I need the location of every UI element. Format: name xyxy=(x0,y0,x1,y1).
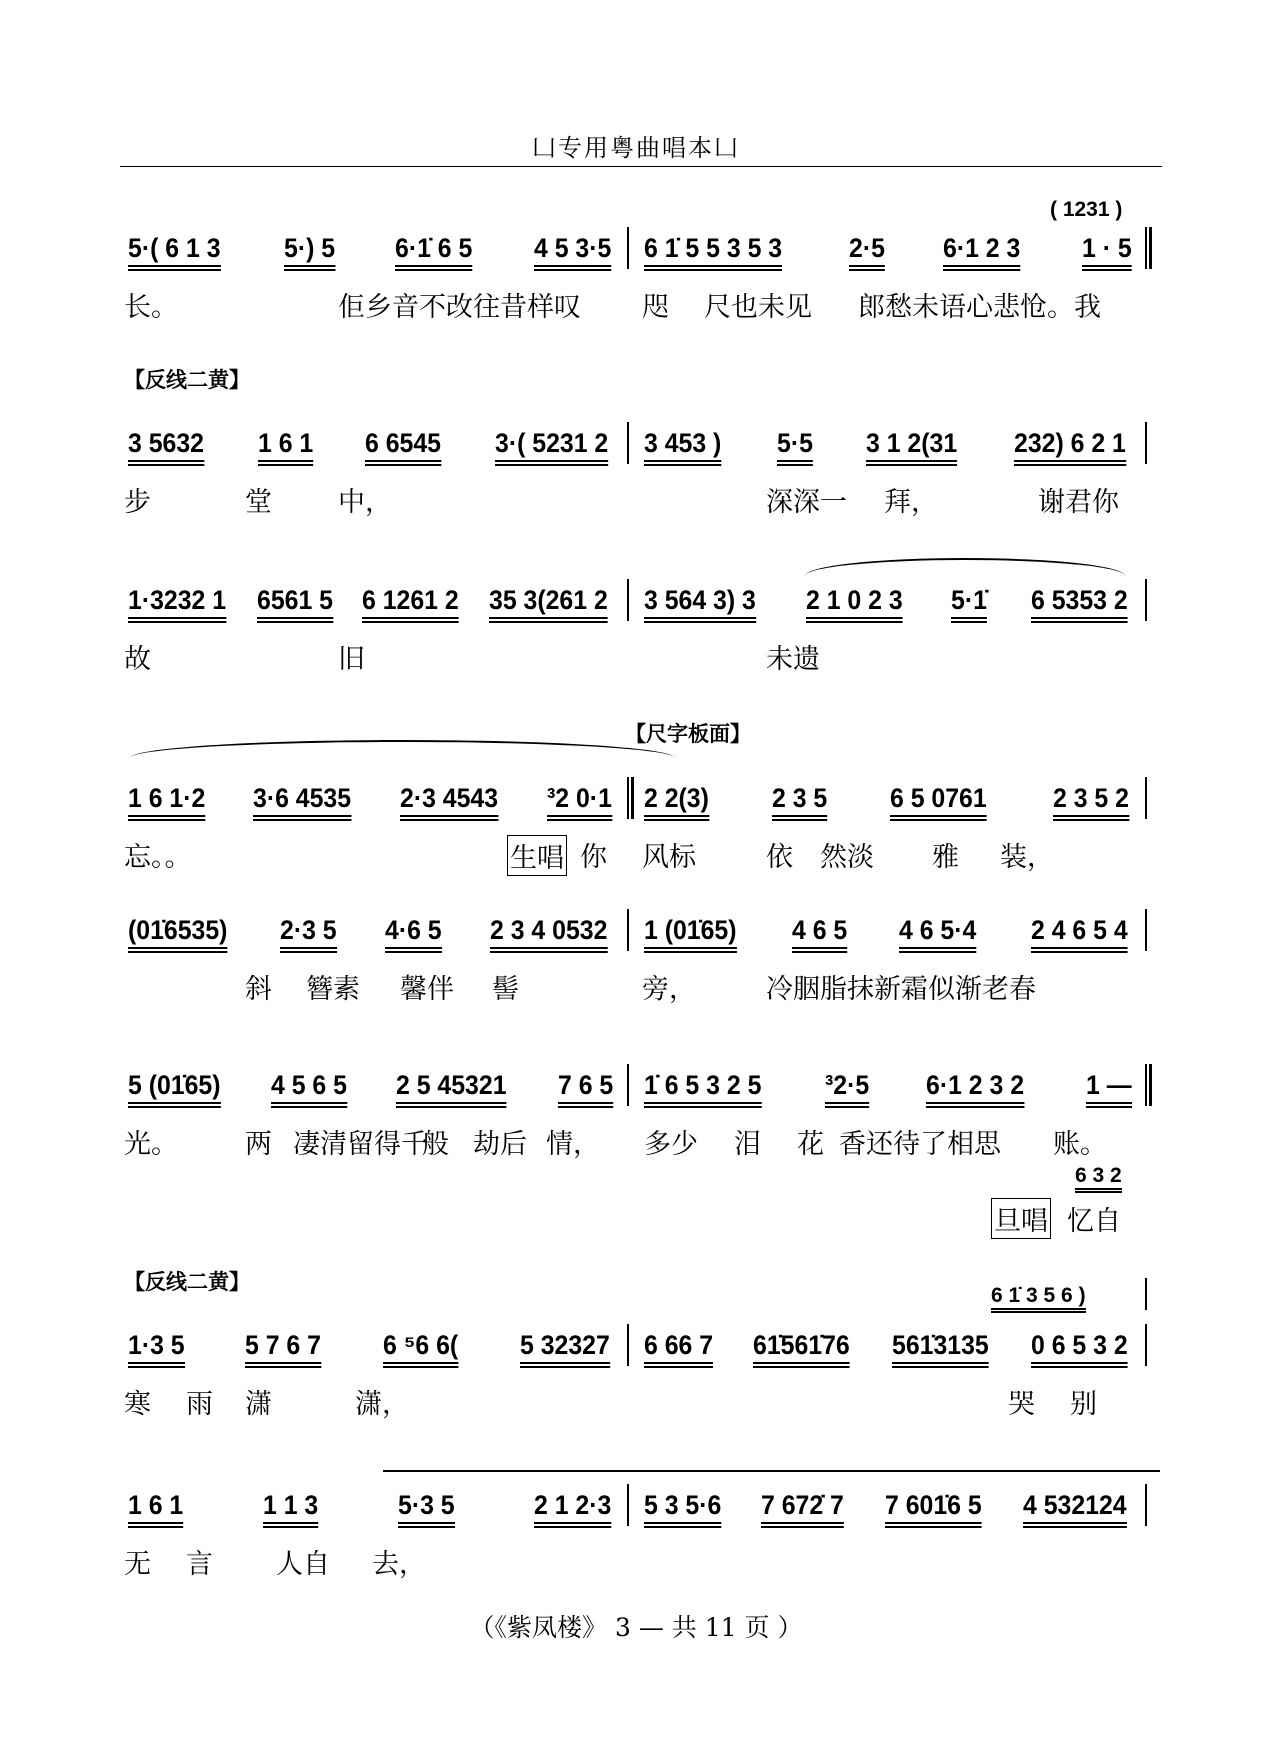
note-group: 6 ⁵6 6( xyxy=(383,1330,458,1368)
note-group: 3·6 4535 xyxy=(253,783,351,821)
lyric: 依 xyxy=(766,842,793,873)
note-group: 6·1 2 3 2 xyxy=(926,1070,1024,1108)
note-group: 5·1̇ xyxy=(951,585,987,623)
lyric: 光。 xyxy=(124,1129,178,1160)
pickup-notes: 6 1̇ 3 5 6 ) xyxy=(991,1284,1086,1313)
note-group: 3 1 2(31 xyxy=(866,428,957,466)
lyric: 泪 xyxy=(734,1129,761,1160)
lyric: 簪素 xyxy=(306,974,360,1005)
section-label: 【反线二黄】 xyxy=(124,1270,250,1294)
lyric: 尺也未见 xyxy=(704,292,812,323)
note-group: 6·1̇ 6 5 xyxy=(395,233,472,271)
note-group: 0 6 5 3 2 xyxy=(1031,1330,1128,1368)
lyric: 多少 xyxy=(644,1129,698,1160)
note-group: 2·5 xyxy=(849,233,885,271)
note-group: 2 4 6 5 4 xyxy=(1031,915,1128,953)
barline xyxy=(627,422,629,464)
measure xyxy=(128,1070,618,1114)
measure xyxy=(644,585,1136,629)
note-group: 61̇561̇76 xyxy=(753,1330,850,1368)
pickup-notes: 6 3 2 xyxy=(1075,1164,1122,1193)
note-group: 5 3 5·6 xyxy=(644,1490,721,1528)
measure xyxy=(644,783,1136,827)
lyric: 深深一 xyxy=(766,487,847,518)
lyric: 斜 xyxy=(245,974,272,1005)
measure xyxy=(128,428,618,472)
note-group: 1 6 1 xyxy=(258,428,313,466)
note-group: 4 5 3·5 xyxy=(534,233,611,271)
note-group: 1 1 3 xyxy=(263,1490,318,1528)
lyric: 风标 xyxy=(642,842,696,873)
note-group: 2 2(3) xyxy=(644,783,709,821)
note-group: 2 3 5 xyxy=(772,783,827,821)
lyric: 忆自 xyxy=(1067,1206,1121,1237)
lyric: 无 xyxy=(124,1549,151,1580)
note-group: 5·( 6 1 3 xyxy=(128,233,221,271)
note-group: ³2 0·1 xyxy=(547,783,612,821)
lyric: 哭 xyxy=(1008,1389,1035,1420)
note-group: 7 601̇6 5 xyxy=(885,1490,982,1528)
barline xyxy=(627,1064,629,1106)
note-group: 4·6 5 xyxy=(385,915,442,953)
note-group: 2·3 4543 xyxy=(400,783,498,821)
note-group: 4 6 5·4 xyxy=(899,915,976,953)
barline xyxy=(1145,1484,1147,1526)
score-row xyxy=(0,1330,1272,1440)
note-group: 561̇3135 xyxy=(892,1330,989,1368)
lyric: 情， xyxy=(546,1129,600,1160)
note-group: 3 453 ) xyxy=(644,428,721,466)
role-marker: 生唱 xyxy=(507,835,567,876)
note-group: 1 · 5 xyxy=(1082,233,1132,271)
lyric: 佢乡音不改往昔样叹 xyxy=(338,292,581,323)
lyric: 步 xyxy=(124,487,151,518)
note-group: 6 1261 2 xyxy=(362,585,459,623)
lyric: 旁， xyxy=(642,974,696,1005)
lyric: 雨 xyxy=(186,1389,213,1420)
barline xyxy=(627,909,629,951)
note-group: (01̇6535) xyxy=(128,915,227,953)
score-row xyxy=(0,585,1272,695)
lyric: 然淡 xyxy=(820,842,874,873)
note-group: 5 7 6 7 xyxy=(245,1330,321,1368)
note-group: 5·5 xyxy=(777,428,813,466)
barline xyxy=(1145,1278,1147,1310)
measure xyxy=(128,233,618,277)
measure xyxy=(644,1330,1136,1374)
lyric: 雅 xyxy=(932,842,959,873)
barline xyxy=(1145,422,1147,464)
barline xyxy=(1145,909,1147,951)
score-row xyxy=(0,428,1272,538)
note-group: 6 1̇ 5 5 3 5 3 xyxy=(644,233,782,271)
note-group: 7 6 5 xyxy=(558,1070,613,1108)
score-row xyxy=(0,233,1272,343)
note-group: 6 5353 2 xyxy=(1031,585,1128,623)
barline xyxy=(627,1324,629,1366)
note-group: 6 5 0761 xyxy=(890,783,987,821)
double-barline xyxy=(1145,1064,1152,1106)
barline xyxy=(1145,777,1147,819)
lyric: 馨伴 xyxy=(400,974,454,1005)
lyric: 言 xyxy=(186,1549,213,1580)
note-group: 1 6 1 xyxy=(128,1490,183,1528)
note-group: 6561 5 xyxy=(257,585,333,623)
lyric: 潇， xyxy=(355,1389,409,1420)
lyric: 忘。。 xyxy=(124,842,192,873)
note-group: 3·( 5231 2 xyxy=(495,428,608,466)
header-divider xyxy=(120,166,1162,167)
note-group: 5 32327 xyxy=(520,1330,610,1368)
lyric: 人自 xyxy=(276,1549,330,1580)
lyric: 花 xyxy=(797,1129,824,1160)
lyric: 凄清留得千 xyxy=(293,1129,428,1160)
lyric: 去， xyxy=(372,1549,426,1580)
double-barline xyxy=(627,777,634,819)
note-group: 4 532124 xyxy=(1023,1490,1127,1528)
note-group: 5 (01̇65) xyxy=(128,1070,221,1108)
lyric: 郎愁未语心悲怆。我 xyxy=(858,292,1101,323)
measure xyxy=(644,1070,1136,1114)
lyric: 故 xyxy=(124,644,151,675)
note-group: 1̇ 6 5 3 2 5 xyxy=(644,1070,761,1108)
grace-notes: ( 1231 ) xyxy=(1050,198,1123,221)
note-group: 5·3 5 xyxy=(398,1490,455,1528)
lyric: 账。 xyxy=(1053,1129,1107,1160)
measure xyxy=(644,1490,1136,1534)
note-group: 1 — xyxy=(1086,1070,1132,1108)
double-barline xyxy=(1145,227,1152,269)
lyric: 咫 xyxy=(642,292,669,323)
barline xyxy=(627,1484,629,1526)
barline xyxy=(627,579,629,621)
lyric: 别 xyxy=(1070,1389,1097,1420)
note-group: 5·) 5 xyxy=(284,233,335,271)
lyric: 香还待了相思 xyxy=(839,1129,1001,1160)
note-group: 1 (01̇65) xyxy=(644,915,737,953)
lyric: 般 xyxy=(422,1129,449,1160)
lyric: 旧 xyxy=(338,644,365,675)
note-group: 6·1 2 3 xyxy=(943,233,1020,271)
barline xyxy=(1145,579,1147,621)
note-group: 2·3 5 xyxy=(280,915,337,953)
note-group: 1 6 1·2 xyxy=(128,783,205,821)
measure xyxy=(128,1490,618,1534)
lyric: 中， xyxy=(338,487,392,518)
lyric: 装， xyxy=(1000,842,1054,873)
measure xyxy=(128,585,618,629)
note-group: 6 66 7 xyxy=(644,1330,713,1368)
note-group: 3 5632 xyxy=(128,428,204,466)
note-group: 2 5 45321 xyxy=(396,1070,507,1108)
score-row xyxy=(0,915,1272,1025)
measure xyxy=(644,428,1136,472)
note-group: 7 672̇ 7 xyxy=(761,1490,844,1528)
measure xyxy=(128,1330,618,1374)
note-group: 2 3 4 0532 xyxy=(490,915,607,953)
measure xyxy=(644,233,1136,277)
note-group: 2 3 5 2 xyxy=(1053,783,1129,821)
lyric: 谢君你 xyxy=(1038,487,1119,518)
lyric: 长。 xyxy=(124,292,178,323)
score-row xyxy=(0,1490,1272,1600)
lyric: 你 xyxy=(580,842,607,873)
role-marker: 旦唱 xyxy=(991,1198,1051,1239)
measure xyxy=(128,915,618,959)
slur xyxy=(805,558,1125,576)
lyric: 髻 xyxy=(492,974,519,1005)
note-group: 4 6 5 xyxy=(792,915,847,953)
lyric: 寒 xyxy=(124,1389,151,1420)
lyric: 拜， xyxy=(884,487,938,518)
page-footer: （《紫凤楼》 3 — 共 11 页 ） xyxy=(469,1613,803,1642)
slur xyxy=(383,1470,1160,1472)
note-group: 232) 6 2 1 xyxy=(1014,428,1126,466)
lyric: 堂 xyxy=(245,487,272,518)
note-group: 1·3 5 xyxy=(128,1330,185,1368)
measure xyxy=(644,915,1136,959)
section-label: 【尺字板面】 xyxy=(625,722,751,746)
lyric: 劫后 xyxy=(473,1129,527,1160)
score-row xyxy=(0,783,1272,893)
note-group: 1·3232 1 xyxy=(128,585,226,623)
header-title: 凵专用粤曲唱本凵 xyxy=(532,134,740,162)
note-group: 4 5 6 5 xyxy=(271,1070,347,1108)
barline xyxy=(627,227,629,269)
lyric: 冷胭脂抹新霜似渐老春 xyxy=(766,974,1036,1005)
note-group: 3 564 3) 3 xyxy=(644,585,756,623)
measure xyxy=(128,783,618,827)
note-group: ³2·5 xyxy=(825,1070,869,1108)
note-group: 6 6545 xyxy=(365,428,441,466)
note-group: 2 1 0 2 3 xyxy=(806,585,903,623)
note-group: 35 3(261 2 xyxy=(489,585,608,623)
lyric: 两 xyxy=(245,1129,272,1160)
lyric: 未遗 xyxy=(766,644,820,675)
lyric: 潇 xyxy=(245,1389,272,1420)
barline xyxy=(1145,1324,1147,1366)
note-group: 2 1 2·3 xyxy=(534,1490,611,1528)
score-row xyxy=(0,1070,1272,1180)
slur xyxy=(130,740,675,758)
section-label: 【反线二黄】 xyxy=(124,368,250,392)
